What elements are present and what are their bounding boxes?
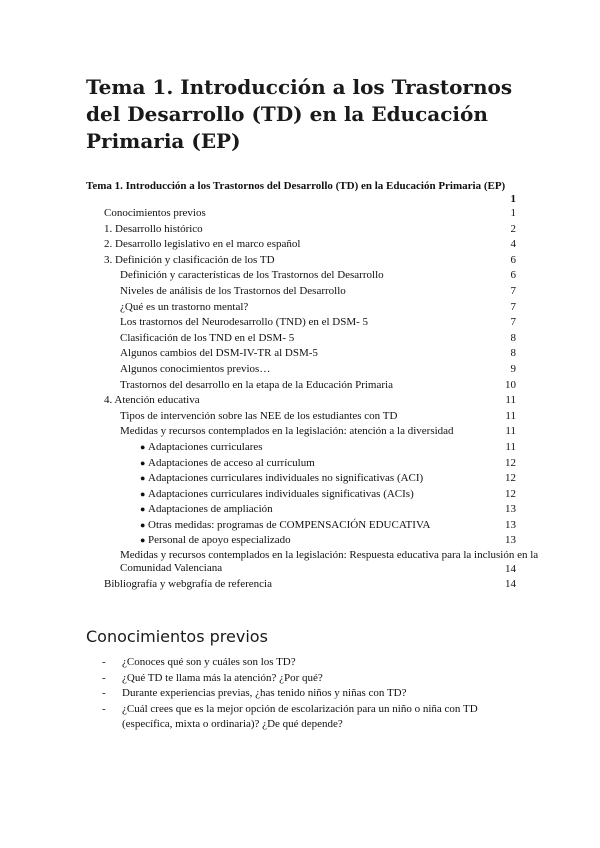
- toc-entry[interactable]: [86, 502, 516, 518]
- toc-entry-page: 1: [510, 193, 516, 205]
- bullet-icon: ●: [140, 519, 146, 530]
- toc-entry[interactable]: [86, 549, 539, 577]
- bullet-icon: ●: [140, 504, 146, 515]
- toc-entry-page: 6: [510, 269, 516, 282]
- toc-entry-text: Medidas y recursos contemplados en la legislación: atención a la diversidad: [120, 425, 454, 438]
- list-item: [86, 671, 526, 687]
- document-title: Tema 1. Introducción a los Trastornos del Desarrollo (TD) en la Educación Primaria (EP): [86, 75, 513, 153]
- toc-entry-page: 13: [505, 534, 516, 547]
- toc-entry-text: Adaptaciones de acceso al currículum: [148, 456, 315, 469]
- toc-entry-text: Los trastornos del Neurodesarrollo (TND) en el DSM- 5: [120, 316, 369, 329]
- dash-bullet: -: [102, 671, 106, 684]
- toc-entry-text: Otras medidas: programas de COMPENSACIÓN EDUCATIVA: [148, 518, 431, 531]
- toc-entry-text: Algunos cambios del DSM-IV-TR al DSM-5: [120, 347, 318, 360]
- toc-entry-page: 11: [505, 394, 516, 407]
- toc-entry[interactable]: [86, 440, 516, 456]
- toc-entry-text: Bibliografía y webgrafía de referencia: [104, 578, 272, 591]
- toc-entry-page: 12: [505, 456, 516, 469]
- question-text: Durante experiencias previas, ¿has tenido niños y niñas con TD?: [122, 687, 407, 699]
- toc-entry-text: Algunos conocimientos previos…: [120, 362, 271, 375]
- toc-entry-page: 6: [510, 253, 516, 266]
- toc-entry[interactable]: [86, 268, 516, 284]
- toc-entry-page: 7: [510, 300, 516, 313]
- bullet-icon: ●: [140, 441, 146, 452]
- toc-entry-page: 10: [505, 378, 516, 391]
- toc-entry-text: Tema 1. Introducción a los Trastornos del Desarrollo (TD) en la Educación Primaria (EP): [86, 180, 506, 192]
- toc-entry[interactable]: [86, 180, 516, 206]
- toc-entry-page: 14: [505, 578, 516, 591]
- toc-entry-text: Conocimientos previos: [104, 207, 206, 219]
- toc-entry-text: 4. Atención educativa: [104, 394, 200, 407]
- list-item: [86, 686, 526, 702]
- toc-entry-page: 11: [505, 409, 516, 422]
- toc-entry-text: 2. Desarrollo legislativo en el marco español: [104, 238, 301, 251]
- toc-entry[interactable]: [86, 284, 516, 300]
- toc-entry[interactable]: [86, 362, 516, 378]
- toc-entry-page: 7: [510, 316, 516, 329]
- toc-entry-page: 8: [510, 347, 516, 360]
- toc-entry[interactable]: [86, 237, 516, 253]
- toc-entry-text: Adaptaciones curriculares: [148, 440, 263, 453]
- toc-entry[interactable]: [86, 471, 516, 487]
- question-text: ¿Cuál crees que es la mejor opción de escolarización para un niño o niña con TD (específica, mixta o ordinaria)? ¿De qué depende?: [122, 702, 478, 730]
- toc-entry[interactable]: [86, 206, 516, 222]
- toc-entry-text: Adaptaciones curriculares individuales no significativas (ACI): [148, 472, 424, 485]
- toc-entry-page: 9: [510, 362, 516, 375]
- toc-entry[interactable]: [86, 315, 516, 331]
- toc-entry[interactable]: [86, 346, 516, 362]
- dash-bullet: -: [102, 687, 106, 699]
- bullet-icon: ●: [140, 535, 146, 546]
- bullet-icon: ●: [140, 488, 146, 499]
- question-list: [86, 655, 526, 733]
- toc-entry[interactable]: [86, 331, 516, 347]
- toc-entry-text: Medidas y recursos contemplados en la legislación: Respuesta educativa para la inclusión en la Comunidad Valenciana: [120, 549, 539, 575]
- toc-entry[interactable]: [86, 253, 516, 269]
- toc-entry-text: Definición y características de los Trastornos del Desarrollo: [120, 269, 384, 282]
- toc-entry[interactable]: [86, 222, 516, 238]
- question-text: ¿Conoces qué son y cuáles son los TD?: [122, 656, 296, 668]
- toc-entry-text: Clasificación de los TND en el DSM- 5: [120, 331, 295, 344]
- toc-entry[interactable]: [86, 300, 516, 316]
- toc-entry-text: Adaptaciones curriculares individuales significativas (ACIs): [148, 487, 414, 500]
- toc-entry-page: 12: [505, 472, 516, 485]
- toc-entry-page: 1: [510, 207, 516, 219]
- toc-entry[interactable]: [86, 518, 516, 534]
- toc-entry-text: ¿Qué es un trastorno mental?: [120, 300, 249, 313]
- toc-entry[interactable]: [86, 487, 516, 503]
- toc-entry-text: Trastornos del desarrollo en la etapa de la Educación Primaria: [120, 378, 393, 391]
- list-item: [86, 655, 526, 671]
- toc-entry[interactable]: [86, 393, 516, 409]
- toc-entry-page: 13: [505, 503, 516, 516]
- toc-entry-text: 1. Desarrollo histórico: [104, 222, 203, 235]
- toc-entry-text: 3. Definición y clasificación de los TD: [104, 253, 275, 266]
- toc-entry[interactable]: [86, 577, 516, 593]
- section-heading: Conocimientos previos: [86, 627, 268, 646]
- dash-bullet: -: [102, 702, 106, 715]
- toc-entry-page: 12: [505, 487, 516, 500]
- toc-entry[interactable]: [86, 533, 516, 549]
- toc-entry-page: 13: [505, 518, 516, 531]
- dash-bullet: -: [102, 656, 106, 668]
- toc-entry[interactable]: [86, 456, 516, 472]
- toc-entry-text: Niveles de análisis de los Trastornos del Desarrollo: [120, 284, 346, 297]
- toc-entry[interactable]: [86, 409, 516, 425]
- toc-entry-text: Personal de apoyo especializado: [148, 534, 291, 547]
- toc-entry-page: 4: [510, 238, 516, 251]
- toc-entry-text: Adaptaciones de ampliación: [148, 503, 273, 516]
- bullet-icon: ●: [140, 457, 146, 468]
- list-item: [86, 702, 526, 733]
- toc-entry-page: 7: [510, 284, 516, 297]
- toc-entry-page: 11: [505, 440, 516, 453]
- toc-entry-text: Tipos de intervención sobre las NEE de los estudiantes con TD: [120, 409, 398, 422]
- toc-entry-page: 2: [510, 222, 516, 235]
- table-of-contents: [86, 180, 539, 593]
- question-text: ¿Qué TD te llama más la atención? ¿Por qué?: [122, 671, 323, 684]
- toc-entry-page: 11: [505, 425, 516, 438]
- toc-entry-page: 8: [510, 331, 516, 344]
- toc-entry-page: 14: [505, 563, 516, 576]
- bullet-icon: ●: [140, 473, 146, 484]
- toc-entry[interactable]: [86, 378, 516, 394]
- toc-entry[interactable]: [86, 424, 516, 440]
